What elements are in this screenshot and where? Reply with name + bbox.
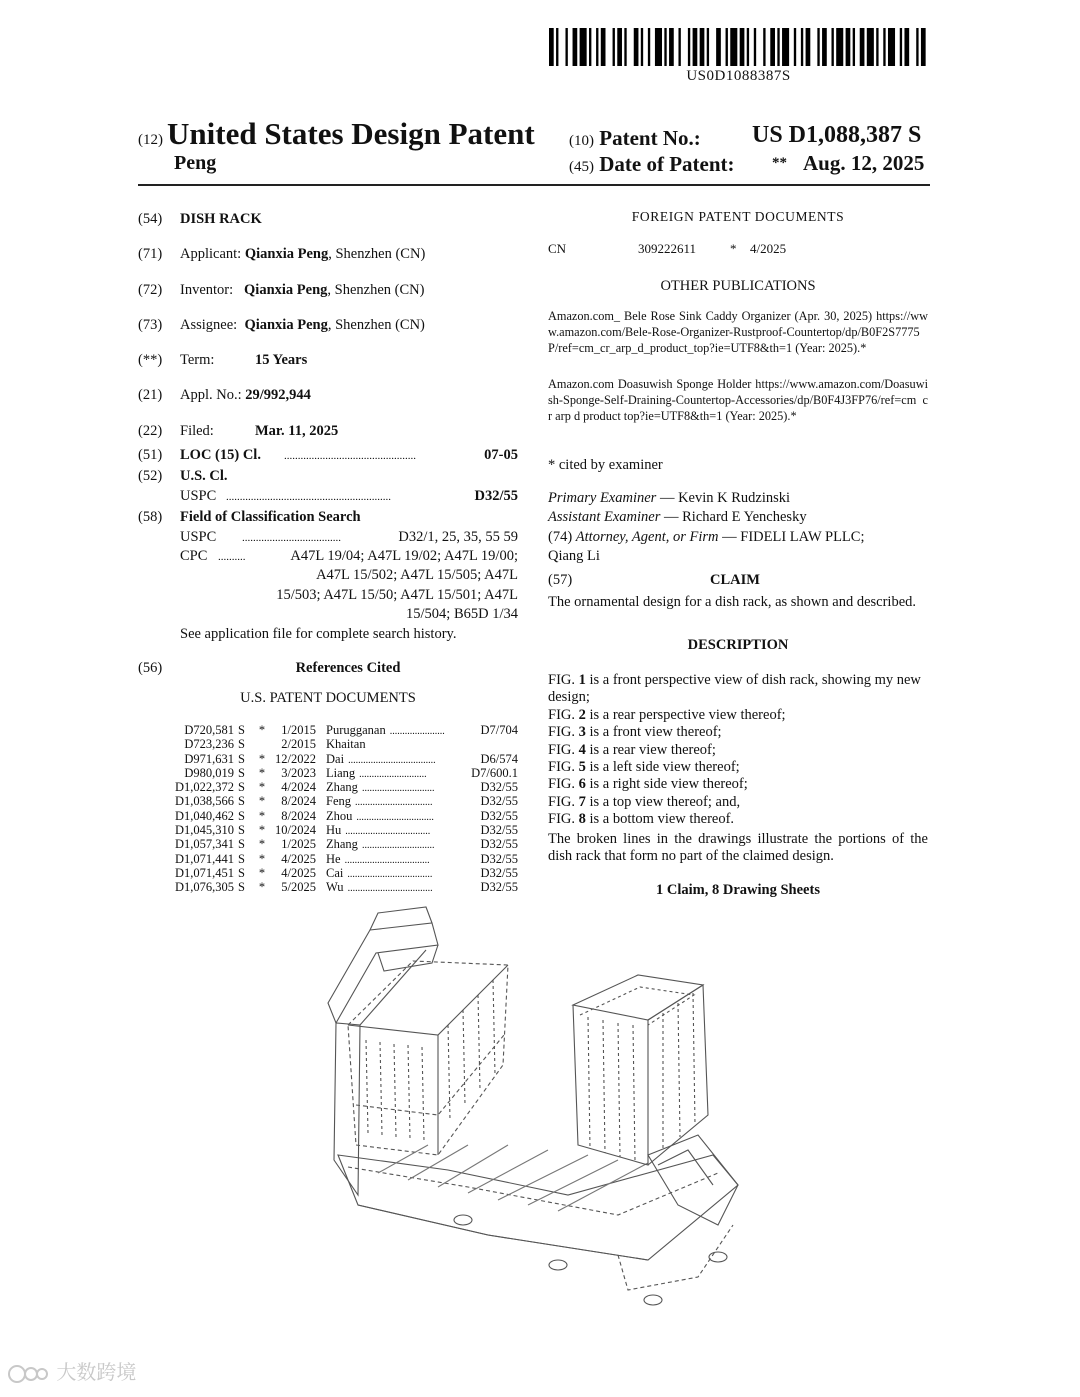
- refs-heading: (56) References Cited: [138, 660, 401, 676]
- date-label: (45) Date of Patent:: [569, 152, 735, 176]
- reference-row: [160, 852, 518, 866]
- reference-date: 2/2015: [281, 737, 316, 752]
- filed-line: (22) Filed: Mar. 11, 2025: [138, 423, 339, 439]
- reference-name: Khaitan: [326, 737, 366, 752]
- publication-2: Amazon.com Doasuwish Sponge Holder https://www.amazon.com/Doasuwish-Sponge-Self-Draining-Countertop-Accessories/dp/B0F4J3FP76/ref=cm cr arp d product top?ie=UTF8&th=1 (Year: 2025).*: [548, 377, 928, 423]
- reference-kind: S: [238, 851, 245, 866]
- reference-kind: S: [238, 865, 245, 880]
- barcode-bar: [867, 28, 874, 66]
- reference-star: *: [258, 765, 266, 780]
- barcode-bar: [904, 28, 909, 66]
- barcode-bar: [700, 28, 705, 66]
- barcode-bar: [916, 28, 918, 66]
- reference-row: [160, 794, 518, 808]
- barcode-bar: [747, 28, 749, 66]
- barcode-bar: [573, 28, 578, 66]
- reference-name: Purugganan ......................: [326, 723, 445, 737]
- reference-name: He ..................................: [326, 851, 430, 866]
- reference-kind: S: [238, 823, 245, 838]
- applicant-line: (71) Applicant: Qianxia Peng, Shenzhen (CN): [138, 246, 426, 262]
- broken-lines-note: The broken lines in the drawings illustrate the portions of the dish rack that form no part of the claimed design.: [548, 831, 928, 865]
- reference-date: 4/2025: [281, 851, 316, 866]
- reference-row: [160, 752, 518, 766]
- barcode-bar: [777, 28, 779, 66]
- figure-list: [548, 672, 928, 829]
- inventor-surname: Peng: [174, 152, 217, 174]
- barcode-bar: [860, 28, 865, 66]
- barcode-bar: [806, 28, 811, 66]
- reference-date: 10/2024: [275, 823, 316, 838]
- publication-1: Amazon.com_ Bele Rose Sink Caddy Organizer (Apr. 30, 2025) https://www.amazon.com/Bele-Rose-Organizer-Rustproof-Countertop/dp/B0F2S7775P/ref=cm_cr_arp_d_product_top?ie=UTF8&th=1 (Year: 2025).*: [548, 309, 928, 355]
- assistant-examiner: Assistant Examiner — Richard E Yenchesky: [548, 509, 807, 525]
- claim-text: The ornamental design for a dish rack, as shown and described.: [548, 594, 917, 610]
- reference-num: D1,057,341: [174, 837, 234, 852]
- uspc-line: USPC ............................................................ D32/55: [180, 488, 518, 504]
- barcode-bar: [817, 28, 819, 66]
- reference-kind: S: [238, 808, 245, 823]
- reference-name: Liang ...........................: [326, 765, 427, 780]
- reference-kind: S: [238, 751, 245, 766]
- reference-kind: S: [238, 837, 245, 852]
- figure-item: FIG. 1 is a front perspective view of dish rack, showing my new design;: [548, 672, 921, 706]
- reference-star: *: [258, 808, 266, 823]
- reference-cls: D32/55: [480, 865, 518, 880]
- reference-date: 4/2025: [281, 865, 316, 880]
- reference-kind: S: [238, 794, 245, 809]
- foreign-row: CN 309222611 * 4/2025: [548, 241, 787, 256]
- barcode-bar: [822, 28, 827, 66]
- barcode-bar: [763, 28, 765, 66]
- reference-date: 1/2015: [281, 723, 316, 737]
- cpc-line-2: A47L 15/502; A47L 15/505; A47L: [316, 567, 518, 583]
- reference-star: *: [258, 851, 266, 866]
- reference-date: 3/2023: [281, 765, 316, 780]
- uscl-line: (52) U.S. Cl.: [138, 468, 228, 484]
- reference-date: 8/2024: [281, 794, 316, 809]
- attorney-line-2: Qiang Li: [548, 548, 600, 564]
- dish-rack-drawing: [318, 905, 758, 1330]
- reference-date: 4/2024: [281, 780, 316, 795]
- reference-num: D1,038,566: [174, 794, 234, 809]
- assignee-line: (73) Assignee: Qianxia Peng, Shenzhen (CN): [138, 317, 425, 333]
- barcode-bar: [589, 28, 591, 66]
- reference-row: [160, 766, 518, 780]
- barcode-number: US0D1088387S: [686, 68, 791, 84]
- reference-num: D723,236: [184, 737, 234, 752]
- barcode-bar: [716, 28, 721, 66]
- reference-name: Zhou ...............................: [326, 808, 434, 823]
- reference-star: *: [258, 823, 266, 838]
- reference-num: D1,045,310: [174, 823, 234, 838]
- reference-cls: D6/574: [480, 751, 518, 766]
- reference-row: [160, 837, 518, 851]
- reference-num: D1,040,462: [174, 808, 234, 823]
- reference-star: *: [258, 865, 266, 880]
- reference-star: *: [258, 794, 266, 809]
- reference-num: D720,581: [184, 723, 234, 737]
- reference-num: D1,022,372: [174, 780, 234, 795]
- field-line: (58) Field of Classification Search: [138, 509, 361, 525]
- reference-kind: S: [238, 737, 245, 752]
- title-line: (54) DISH RACK: [138, 211, 262, 227]
- attorney: (74) Attorney, Agent, or Firm — FIDELI LAW PLLC;: [548, 529, 865, 545]
- patent-date: Aug. 12, 2025: [803, 151, 925, 175]
- reference-cls: D32/55: [480, 837, 518, 852]
- barcode-bar: [921, 28, 926, 66]
- reference-date: 1/2025: [281, 837, 316, 852]
- cpc-line: CPC .......... A47L 19/04; A47L 19/02; A47L 19/00;: [180, 548, 518, 564]
- reference-row: [160, 723, 518, 737]
- figure-item: FIG. 5 is a left side view thereof;: [548, 758, 740, 775]
- reference-num: D971,631: [184, 751, 234, 766]
- barcode-bar: [853, 28, 855, 66]
- reference-star: *: [258, 880, 266, 895]
- reference-kind: S: [238, 880, 245, 895]
- header-rule: [138, 184, 930, 186]
- reference-row: [160, 780, 518, 794]
- reference-cls: D7/600.1: [471, 765, 518, 780]
- figure-item: FIG. 2 is a rear perspective view thereof;: [548, 706, 786, 723]
- barcode-bar: [770, 28, 775, 66]
- reference-num: D980,019: [184, 765, 234, 780]
- figure-item: FIG. 4 is a rear view thereof;: [548, 741, 716, 758]
- watermark: 大数跨境: [6, 1356, 136, 1385]
- barcode-bar: [782, 28, 789, 66]
- appl-line: (21) Appl. No.: 29/992,944: [138, 387, 311, 403]
- claims-count: 1 Claim, 8 Drawing Sheets: [656, 882, 820, 898]
- field-uspc-line: USPC .................................... D32/1, 25, 35, 55 59: [180, 529, 518, 545]
- patent-no-label: (10) Patent No.:: [569, 126, 701, 150]
- barcode-bar: [707, 28, 709, 66]
- reference-row: [160, 823, 518, 837]
- barcode-bar: [613, 28, 615, 66]
- figure-item: FIG. 7 is a top view thereof; and,: [548, 793, 741, 810]
- reference-num: D1,071,451: [174, 865, 234, 880]
- reference-num: D1,071,441: [174, 851, 234, 866]
- barcode-bar: [794, 28, 796, 66]
- foreign-title: FOREIGN PATENT DOCUMENTS: [631, 209, 845, 224]
- barcode-bar: [754, 28, 756, 66]
- barcode-bar: [655, 28, 662, 66]
- barcode-bar: [664, 28, 666, 66]
- reference-kind: S: [238, 780, 245, 795]
- patent-number: US D1,088,387 S: [752, 122, 922, 148]
- reference-name: Cai ..................................: [326, 865, 433, 880]
- reference-row: [160, 737, 518, 751]
- barcode-bar: [730, 28, 737, 66]
- reference-name: Zhang .............................: [326, 837, 435, 852]
- reference-cls: [464, 737, 518, 751]
- cited-note: * cited by examiner: [548, 457, 663, 473]
- barcode-bar: [624, 28, 626, 66]
- barcode-bar: [634, 28, 639, 66]
- reference-star: *: [258, 723, 266, 737]
- barcode-bar: [549, 28, 554, 66]
- reference-row: [160, 880, 518, 894]
- barcode-bar: [726, 28, 728, 66]
- patent-type: (12) United States Design Patent: [138, 116, 535, 151]
- reference-row: [160, 866, 518, 880]
- barcode-bar: [678, 28, 680, 66]
- barcode-bar: [669, 28, 674, 66]
- barcode-bar: [617, 28, 622, 66]
- figure-item: FIG. 8 is a bottom view thereof.: [548, 811, 735, 828]
- barcode-bar: [846, 28, 851, 66]
- barcode-bar: [580, 28, 587, 66]
- reference-star: [250, 737, 268, 751]
- reference-name: Feng ...............................: [326, 794, 433, 809]
- reference-cls: D7/704: [480, 723, 518, 737]
- reference-cls: D32/55: [480, 808, 518, 823]
- description-title: DESCRIPTION: [687, 637, 789, 653]
- barcode-bar: [693, 28, 698, 66]
- barcode-bar: [900, 28, 902, 66]
- barcode-bar: [831, 28, 833, 66]
- watermark-logo-icon: [6, 1363, 50, 1385]
- barcode-bar: [648, 28, 650, 66]
- reference-star: *: [258, 780, 266, 795]
- us-docs-table: [160, 723, 518, 895]
- reference-name: Hu ..................................: [326, 823, 431, 838]
- reference-name: Zhang .............................: [326, 780, 435, 795]
- claim-heading: (57) CLAIM: [548, 572, 760, 588]
- reference-star: *: [258, 837, 266, 852]
- barcode-bar: [801, 28, 803, 66]
- reference-cls: D32/55: [480, 794, 518, 809]
- reference-row: [160, 809, 518, 823]
- barcode-bar: [556, 28, 558, 66]
- reference-cls: D32/55: [480, 823, 518, 838]
- barcode-bar: [565, 28, 567, 66]
- cpc-line-3: 15/503; A47L 15/50; A47L 15/501; A47L: [276, 587, 518, 603]
- barcode: [549, 28, 928, 66]
- barcode-bar: [888, 28, 895, 66]
- reference-name: Wu ..................................: [326, 880, 433, 895]
- reference-date: 5/2025: [281, 880, 316, 895]
- barcode-bar: [836, 28, 843, 66]
- reference-date: 8/2024: [281, 808, 316, 823]
- reference-date: 12/2022: [275, 751, 316, 766]
- figure-item: FIG. 3 is a front view thereof;: [548, 724, 722, 741]
- barcode-bar: [688, 28, 690, 66]
- reference-star: *: [258, 751, 266, 766]
- reference-kind: S: [238, 765, 245, 780]
- figure-item: FIG. 6 is a right side view thereof;: [548, 776, 748, 793]
- reference-num: D1,076,305: [174, 880, 234, 895]
- reference-kind: S: [238, 723, 245, 737]
- primary-examiner: Primary Examiner — Kevin K Rudzinski: [548, 490, 791, 506]
- term-line: (**) Term: 15 Years: [138, 352, 308, 368]
- barcode-bar: [641, 28, 643, 66]
- reference-name: Dai ...................................: [326, 751, 436, 766]
- barcode-bar: [740, 28, 745, 66]
- date-marker: **: [772, 155, 787, 171]
- barcode-bar: [596, 28, 598, 66]
- barcode-bar: [876, 28, 878, 66]
- us-docs-title: U.S. PATENT DOCUMENTS: [240, 690, 416, 706]
- loc-line: (51) LOC (15) Cl. ................................................ 07-05: [138, 447, 518, 463]
- inventor-line: (72) Inventor: Qianxia Peng, Shenzhen (CN): [138, 282, 425, 298]
- search-note: See application file for complete search history.: [180, 626, 457, 642]
- barcode-bar: [601, 28, 606, 66]
- other-pubs-title: OTHER PUBLICATIONS: [660, 278, 816, 294]
- reference-cls: D32/55: [480, 780, 518, 795]
- cpc-line-4: 15/504; B65D 1/34: [406, 606, 518, 622]
- reference-cls: D32/55: [480, 851, 518, 866]
- reference-cls: D32/55: [480, 880, 518, 895]
- barcode-bar: [883, 28, 885, 66]
